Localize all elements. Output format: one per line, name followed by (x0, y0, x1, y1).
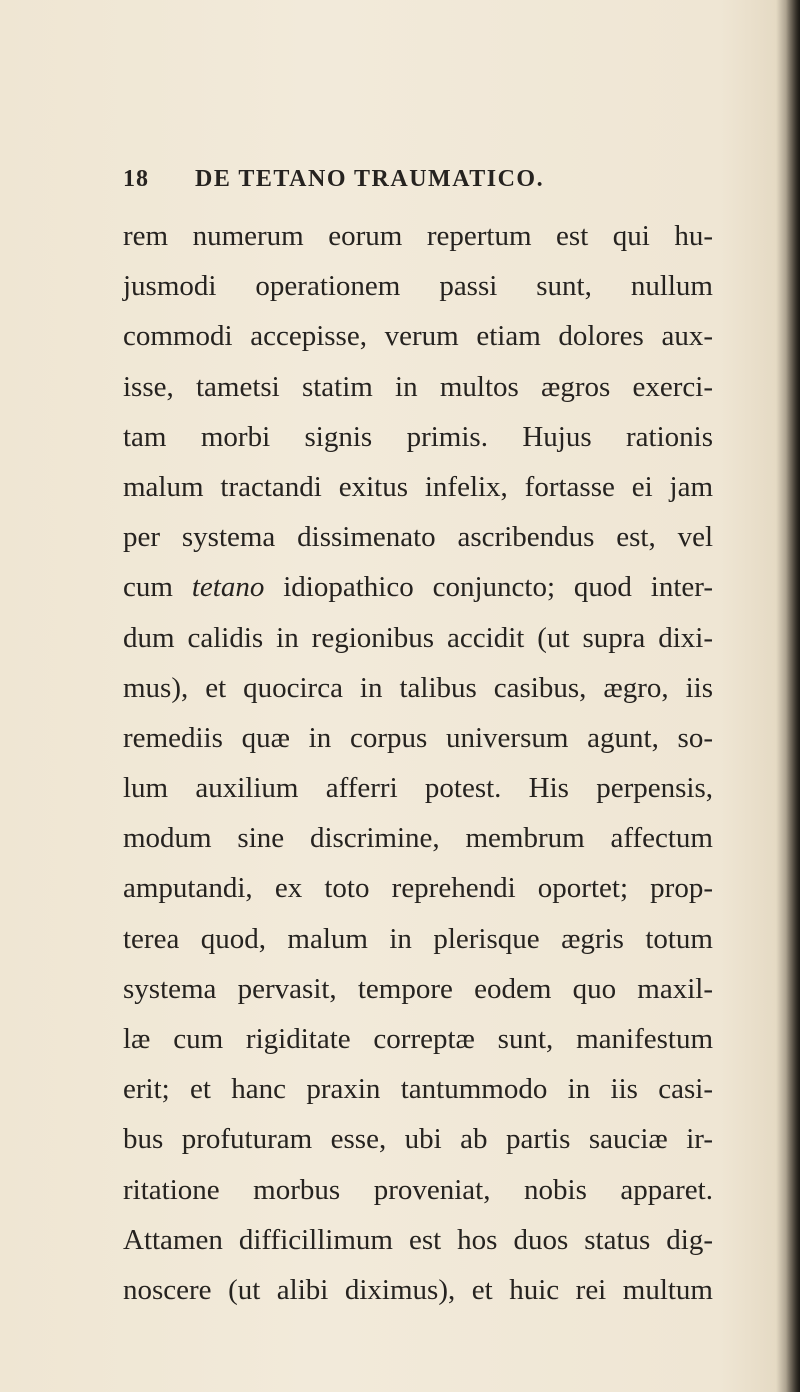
page-number: 18 (123, 166, 149, 192)
text-segment: idiopathico conjuncto; quod inter- (283, 571, 713, 604)
text-line: dum calidis in regionibus accidit (ut supra dixi- (123, 621, 713, 654)
text-segment: cum (123, 571, 173, 604)
text-line: remediis quæ in corpus universum agunt, so- (123, 721, 713, 754)
body-text (123, 211, 713, 1315)
text-line: ritatione morbus proveniat, nobis apparet. (123, 1173, 713, 1206)
text-line: lum auxilium afferri potest. His perpensis, (123, 772, 713, 805)
text-line: mus), et quocirca in talibus casibus, ægro, iis (123, 671, 713, 704)
text-line: Attamen difficillimum est hos duos status dig- (123, 1223, 713, 1256)
page-edge-shadow (786, 0, 800, 1392)
text-line: per systema dissimenato ascribendus est, vel (123, 521, 713, 554)
running-title: DE TETANO TRAUMATICO. (195, 166, 545, 192)
text-line: rem numerum eorum repertum est qui hu- (123, 220, 713, 252)
text-line: commodi accepisse, verum etiam dolores aux- (123, 320, 713, 353)
text-line: isse, tametsi statim in multos ægros exerci- (123, 370, 713, 403)
text-line: modum sine discrimine, membrum affectum (123, 822, 713, 855)
text-line (123, 562, 713, 612)
italic-term: tetano (191, 571, 265, 604)
text-line: læ cum rigiditate correptæ sunt, manifestum (123, 1023, 713, 1055)
text-line: tam morbi signis primis. Hujus rationis (123, 420, 713, 453)
text-line: malum tractandi exitus infelix, fortasse ei jam (123, 470, 713, 503)
text-line: terea quod, malum in plerisque ægris totum (123, 922, 713, 955)
running-head (123, 166, 713, 206)
text-line: noscere (ut alibi diximus), et huic rei multum (123, 1273, 713, 1306)
text-line: systema pervasit, tempore eodem quo maxil- (123, 972, 713, 1005)
text-line: bus profuturam esse, ubi ab partis sauciæ ir- (123, 1123, 713, 1156)
text-line: amputandi, ex toto reprehendi oportet; prop- (123, 872, 713, 905)
text-line: jusmodi operationem passi sunt, nullum (123, 270, 713, 303)
text-line: erit; et hanc praxin tantummodo in iis casi- (123, 1073, 713, 1106)
